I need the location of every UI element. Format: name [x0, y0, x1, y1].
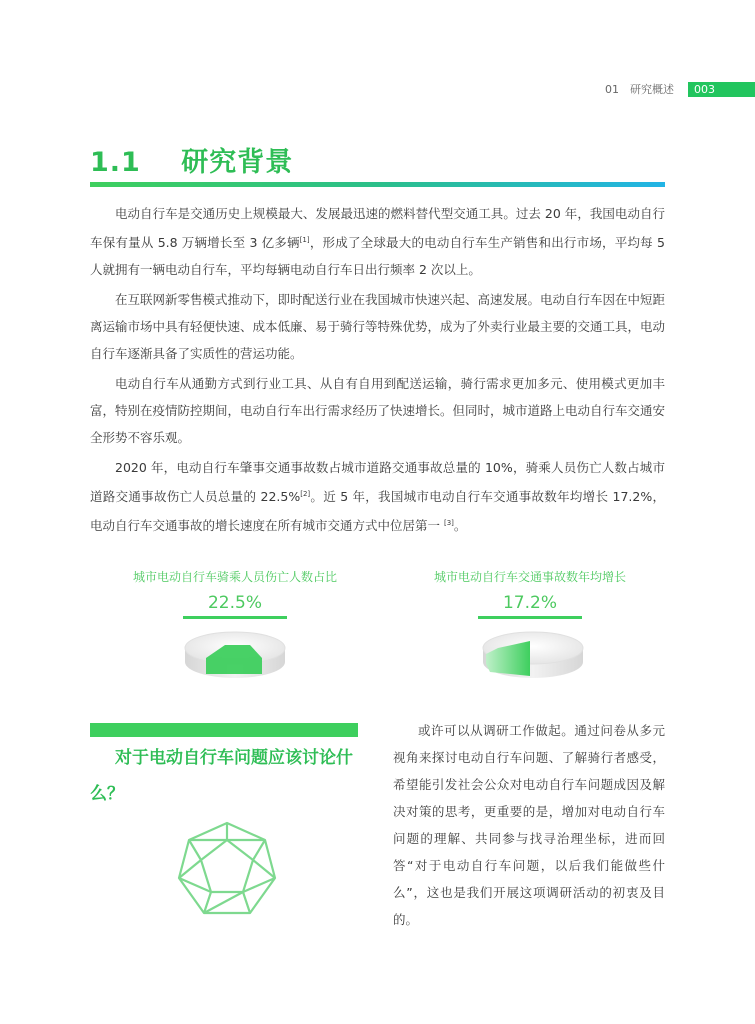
section-title [90, 140, 293, 179]
paragraph-text: 电动自行车从通勤方式到行业工具、从自有自用到配送运输，骑行需求更加多元、使用模式更加丰富，特别在疫情防控期间，电动自行车出行需求经历了快速增长。但同时，城市道路上电动自行车交通安全形势不容乐观。 [90, 376, 666, 445]
paragraph-2 [90, 286, 665, 367]
paragraph-text: 。近 5 年，我国城市电动自行车交通事故数年均增长 17.2%，电动自行车交通事故的增长速度在所有城市交通方式中位居第一 [90, 489, 665, 533]
stat-label: 城市电动自行车交通事故数年均增长 [433, 570, 626, 584]
paragraph-text: 或许可以从调研工作做起。通过问卷从多元视角来探讨电动自行车问题、了解骑行者感受，希望能引发社会公众对电动自行车问题成因及解决对策的思考，更重要的是，增加对电动自行车问题的理解、共同参与找寻治理坐标，进而回答“对于电动自行车问题，以后我们能做些什么”，这也是我们开展这项调研活动的初衷及目的。 [393, 723, 665, 927]
icosahedron-icon [175, 820, 279, 920]
citation: [2] [300, 490, 311, 498]
citation: [3] [443, 519, 454, 527]
right-column-text [393, 717, 665, 933]
paragraph-text: 电动自行车是交通历史上规模最大、发展最迅速的燃料替代型交通工具。过去 20 年，我国电动自行车保有量从 5.8 万辆增长至 3 亿多辆 [90, 206, 665, 250]
paragraph-4 [90, 454, 665, 539]
stat-underline [478, 616, 582, 619]
page-header [605, 81, 755, 97]
body-text [90, 200, 665, 542]
paragraph-text: 2020 年，电动自行车肇事交通事故数占城市道路交通事故总量的 10%，骑乘人员伤亡人数占城市道路交通事故伤亡人员总量的 22.5% [90, 460, 665, 504]
page-number: 003 [688, 82, 755, 97]
side-accent-bar [90, 723, 358, 737]
paragraph-text: ，形成了全球最大的电动自行车生产销售和出行市场，平均每 5 人就拥有一辆电动自行车，平均每辆电动自行车日出行频率 2 次以上。 [90, 235, 665, 277]
title-gradient-bar [90, 182, 665, 187]
stat-value: 17.2% [502, 593, 557, 613]
paragraph-1 [90, 200, 665, 283]
stat-disc-chart-1 [180, 628, 290, 688]
section-label: 01 研究概述 [605, 83, 674, 96]
paragraph-text: 。 [453, 518, 467, 533]
stat-injury-share [110, 568, 360, 619]
stat-underline [183, 616, 287, 619]
section-number: 1.1 [90, 147, 141, 178]
stat-label: 城市电动自行车骑乘人员伤亡人数占比 [132, 570, 337, 584]
section-title-text: 研究背景 [181, 147, 294, 178]
stat-accident-growth [405, 568, 655, 619]
citation: [1] [299, 236, 310, 244]
stat-value: 22.5% [207, 593, 262, 613]
paragraph-text: 在互联网新零售模式推动下，即时配送行业在我国城市快速兴起、高速发展。电动自行车因在中短距离运输市场中具有轻便快速、成本低廉、易于骑行等特殊优势，成为了外卖行业最主要的交通工具，电动自行车逐渐具备了实质性的营运功能。 [90, 292, 666, 361]
stat-disc-chart-2 [478, 628, 588, 688]
side-question: 对于电动自行车问题应该讨论什么？ [90, 748, 353, 804]
paragraph-3 [90, 370, 665, 451]
